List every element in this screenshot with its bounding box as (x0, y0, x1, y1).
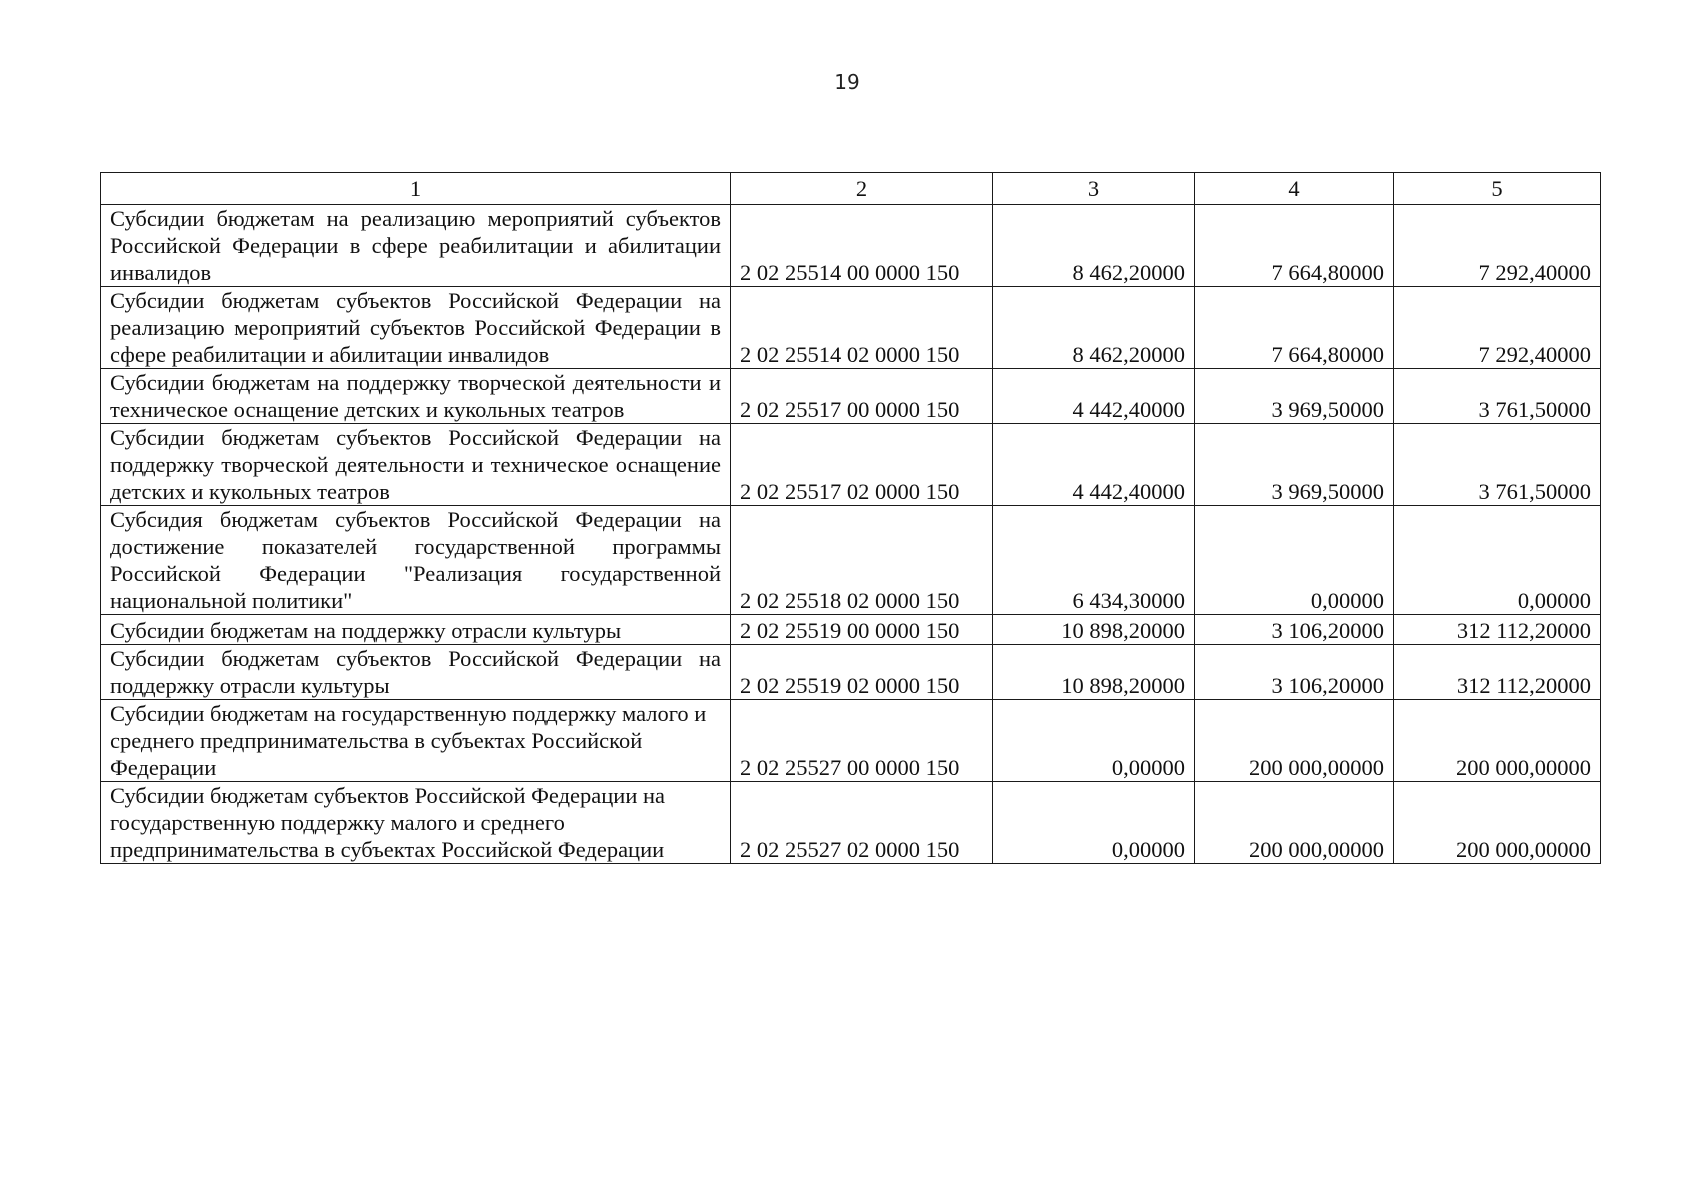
row-value-col4: 3 969,50000 (1195, 424, 1394, 506)
row-code: 2 02 25519 00 0000 150 (731, 615, 993, 645)
table-row (101, 369, 1601, 424)
row-value-col5: 200 000,00000 (1394, 700, 1601, 782)
row-value-col5: 7 292,40000 (1394, 287, 1601, 369)
row-value-col3: 0,00000 (993, 700, 1195, 782)
row-description: Субсидия бюджетам субъектов Российской Федерации на достижение показателей государственной программы Российской Федерации "Реализация государственной национальной политики" (101, 506, 731, 615)
table-row (101, 424, 1601, 506)
row-value-col4: 7 664,80000 (1195, 205, 1394, 287)
row-value-col5: 3 761,50000 (1394, 369, 1601, 424)
row-description: Субсидии бюджетам субъектов Российской Федерации на реализацию мероприятий субъектов Российской Федерации в сфере реабилитации и абилитации инвалидов (101, 287, 731, 369)
row-code: 2 02 25527 00 0000 150 (731, 700, 993, 782)
row-value-col5: 3 761,50000 (1394, 424, 1601, 506)
row-value-col5: 200 000,00000 (1394, 782, 1601, 864)
row-value-col3: 10 898,20000 (993, 645, 1195, 700)
table-row (101, 205, 1601, 287)
table-row (101, 506, 1601, 615)
row-description: Субсидии бюджетам на реализацию мероприятий субъектов Российской Федерации в сфере реабилитации и абилитации инвалидов (101, 205, 731, 287)
row-code: 2 02 25519 02 0000 150 (731, 645, 993, 700)
row-description: Субсидии бюджетам на поддержку отрасли культуры (101, 615, 731, 645)
page-number: 19 (834, 70, 860, 94)
row-description: Субсидии бюджетам субъектов Российской Федерации на поддержку отрасли культуры (101, 645, 731, 700)
table-row (101, 615, 1601, 645)
row-description: Субсидии бюджетам на поддержку творческой деятельности и техническое оснащение детских и кукольных театров (101, 369, 731, 424)
row-value-col5: 7 292,40000 (1394, 205, 1601, 287)
table-header-row (101, 173, 1601, 205)
budget-table (100, 172, 1601, 864)
table-row (101, 645, 1601, 700)
table-row (101, 287, 1601, 369)
row-description: Субсидии бюджетам субъектов Российской Федерации на государственную поддержку малого и среднего предпринимательства в субъектах Российской Федерации (101, 782, 731, 864)
row-value-col4: 3 969,50000 (1195, 369, 1394, 424)
column-header: 3 (993, 173, 1195, 205)
row-value-col3: 4 442,40000 (993, 369, 1195, 424)
row-code: 2 02 25514 00 0000 150 (731, 205, 993, 287)
row-value-col4: 200 000,00000 (1195, 700, 1394, 782)
row-code: 2 02 25517 02 0000 150 (731, 424, 993, 506)
column-header: 2 (731, 173, 993, 205)
column-header: 5 (1394, 173, 1601, 205)
table-row (101, 700, 1601, 782)
row-value-col4: 0,00000 (1195, 506, 1394, 615)
row-value-col3: 4 442,40000 (993, 424, 1195, 506)
row-code: 2 02 25514 02 0000 150 (731, 287, 993, 369)
row-value-col3: 10 898,20000 (993, 615, 1195, 645)
row-value-col3: 6 434,30000 (993, 506, 1195, 615)
column-header: 1 (101, 173, 731, 205)
row-code: 2 02 25518 02 0000 150 (731, 506, 993, 615)
row-value-col4: 7 664,80000 (1195, 287, 1394, 369)
row-value-col4: 200 000,00000 (1195, 782, 1394, 864)
row-description: Субсидии бюджетам на государственную поддержку малого и среднего предпринимательства в субъектах Российской Федерации (101, 700, 731, 782)
row-value-col4: 3 106,20000 (1195, 645, 1394, 700)
row-value-col5: 312 112,20000 (1394, 615, 1601, 645)
row-value-col3: 8 462,20000 (993, 205, 1195, 287)
row-code: 2 02 25517 00 0000 150 (731, 369, 993, 424)
row-value-col5: 312 112,20000 (1394, 645, 1601, 700)
row-code: 2 02 25527 02 0000 150 (731, 782, 993, 864)
row-description: Субсидии бюджетам субъектов Российской Федерации на поддержку творческой деятельности и техническое оснащение детских и кукольных театров (101, 424, 731, 506)
row-value-col4: 3 106,20000 (1195, 615, 1394, 645)
column-header: 4 (1195, 173, 1394, 205)
row-value-col3: 0,00000 (993, 782, 1195, 864)
table-row (101, 782, 1601, 864)
row-value-col5: 0,00000 (1394, 506, 1601, 615)
row-value-col3: 8 462,20000 (993, 287, 1195, 369)
